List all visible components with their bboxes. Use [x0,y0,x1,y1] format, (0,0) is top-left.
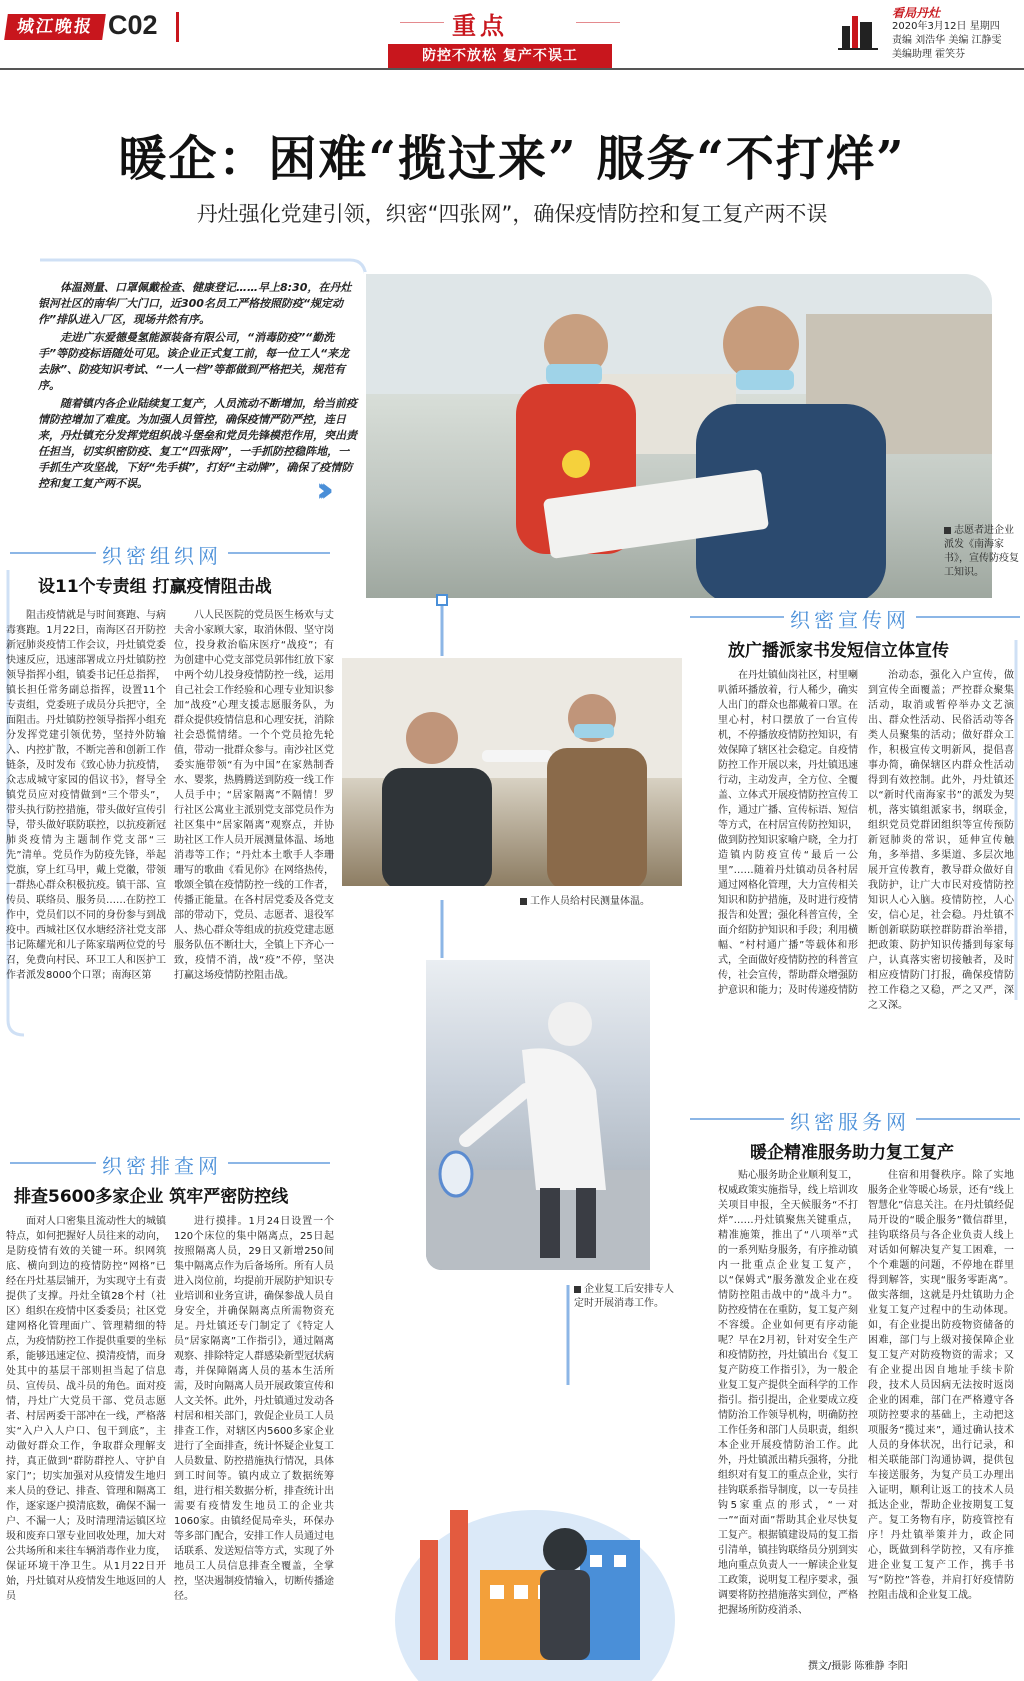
body-text: 阻击疫情就是与时间赛跑、与病毒赛跑。1月22日，南海区召开防控新冠肺炎疫情工作会议，丹灶镇党委快速反应，迅速部署成立丹灶镇防控领导指挥小组，镇委书记任总指挥，镇长担任常务副总指挥，设置11个专责组，党委班子成员分兵把守，全面阻击。丹灶镇防控领导指挥小组充分发挥党建引领优势，坚持外防输入、内控扩散，不断完善和创新工作链条，及时发布《致心协力抗疫情，众志成城守家园的倡议书》，督导全镇党员应对疫情做到“三个带头”，带头执行防控措施，带头做好宣传引导，带头做好联防联控，以抗疫新冠肺炎疫情为主题制作党支部“三先”清单。党员作为防疫先锋，举起党旗，穿上红马甲，戴上党徽，带领一群热心群众积极抗疫。镇干部、宣传员、联络员、服务员……在防控工作中，党员们以不同的身份参与到战疫中。西城社区仅水塘经济社党支部书记陈耀光和儿子陈家瑞两位党的号召，免费向村民、环卫工人和医护工作者派发8000个口罩；南海区第 [6,610,166,981]
building-mark-icon [838,12,878,52]
edition-info [892,6,1022,62]
photo-volunteer-delivering [364,272,994,600]
intro-paragraph: 体温测量、口罩佩戴检查、健康登记……早上8:30，在丹灶银河社区的南华厂大门口，近300名员工严格按照防疫“规定动作”排队进入厂区，现场井然有序。 [38,281,352,326]
body-text: 八人民医院的党员医生杨欢与丈夫舍小家顾大家，取消休假、坚守岗位，投身救治临床医疗“战疫”；有为创建中心党支部党员郭伟红放下家中两个幼儿投身疫情防控一线，运用自己社会工作经验和心理专业知识参加“战疫”心理支援志愿服务队，为群众提供疫情信息和心理安抚，消除社会恐慌情绪。一个个党员抢先轮值，带动一批群众参与。南沙社区党委实施带领“有为中国”在家熟制香水、婴浆，热腾腾送到防疫一线工作人员手中；“居家隔离”不隔情！罗行社区公寓业主派别党支部党员作为社区集中“居家隔离”观察点，并协助社区工作人员开展测量体温、场地消毒等工作；“丹灶本土歌手人李珊珊写的歌曲《看见你》在网络热传，歌颂全镇在疫情防控一线的工作者，传播正能量。在各村居党委及各党支部的带动下，党员、志愿者、退役军人、热心群众等组成的抗疫党建志愿服务队伍不断壮大，全镇上下齐心一致，疫情不消，战“疫”不停，坚决打赢这场疫情防控阻击战。 [174,610,334,981]
photo2-caption-text: 工作人员给村民测量体温。 [530,896,650,907]
photo-temperature-illustration [342,658,684,888]
subheadline: 丹灶强化党建引领，织密“四张网”，确保疫情防控和复工复产两不误 [196,202,828,226]
editors: 责编 刘浩华 美编 江静雯 [892,35,1002,46]
title-rules [400,22,620,23]
byline: 撰文/摄影 陈雅静 李阳 [808,1661,908,1672]
section-subtitle: 放广播派家书发短信立体宣传 [728,641,949,661]
intro-paragraph: 随着镇内各企业陆续复工复产，人员流动不断增加，给当前疫情防控增加了难度。为加强人员管控，确保疫情严防严控，连日来，丹灶镇充分发挥党组织战斗堡垒和党员先锋模范作用，突出责任担当，切实织密防疫、复工“四张网”，一手抓防控稳阵地，一手抓生产攻坚战，下好“先手棋”，打好“主动牌”，确保了疫情防控和复工复产两不误。 [38,397,357,490]
section-subtitle: 暖企精准服务助力复工复产 [750,1143,954,1163]
section-organize [0,540,370,597]
photo2-caption [520,895,720,909]
section-subtitle: 排查5600多家企业 筑牢严密防控线 [14,1187,289,1207]
body-text: 进行摸排。1月24日设置一个120个床位的集中隔离点，25日起按照隔离人员，29日又新增250间集中隔离点作为后备场所。所有人员进入岗位前，均提前开展防护知识专业培训和业务宣讲，确保参战人员自身安全，并确保隔离点所需物资充足。丹灶镇还专门制定了《特定人员“居家隔离”工作指引》，通过隔离观察、排除特定人群感染新型冠状病毒，并保障隔离人员的基本生活所需，及时向隔离人员开展政策宣传和人文关怀。此外，丹灶镇通过发动各村居和相关部门，敦促企业员工人员排查工作，对辖区内5600多家企业进行了全面排查，统计怀疑企业复工人员数量、防控措施执行情况，具体到工时间等。镇内成立了数据统筹组，进行相关数据分析，排查统计出需要有疫情发生地员工的企业共1060家。由镇经促局牵头，环保办等多部门配合，安排工作人员通过电话联系、发送短信等方式，实现了外地员工人员信息排查全覆盖，全掌控，坚决遏制疫情输入，切断传播途径。 [174,1216,334,1602]
body-text: 治动态，强化入户宣传，做到宣传全面覆盖；严控群众聚集活动，取消或暂停举办文艺演出、群众性活动、民俗活动等各类人员聚集的活动；做好群众工作，积极宣传文明新风，提倡喜事办简，确保辖区内群众性活动得到有效控制。此外，丹灶镇还以“新时代南海家书”的派发为契机，落实镇组派家书，纲联金，组织党员党群团组织等宣传预防新冠肺炎的常识，延伸宣传触角，多举措、多渠道、多层次地展开宣传教育，教导群众做好自我防护，让广大市民对疫情防控知识人心入脑。疫情防控，人心安，信心足，社会稳。丹灶镇不断创新联防联控群防群治举措，把政策、防护知识传播到每家每户，认真落实密切接触者，及时相应疫情防门打报，确保疫情防控工作稳之又稳，严之又严，深之又深。 [868,670,1014,1011]
body-text: 住宿和用餐秩序。除了实地服务企业等暖心场景，还有“线上智慧化”信息关注。在丹灶镇经促局开设的“暖企服务”微信群里，挂钩联络员与各企业负责人线上对话如何解决复产复工困难，一个个难题的问题，不停地在群里得到解答，实现“服务零距离”。做实落细，这就是丹灶镇助力企业复工复产过程中的生动体现。如，有企业提出防疫物资储备的困难，部门与上级对接保障企业复工复产对防疫物资的需求；又有企业提出因自地址手续卡阶段，技术人员因病无法按时返岗企业的困难，部门在严格遵守各项防控要求的基础上，主动把这项服务“揽过来”，通过确认技术人员的身体状况，出行记录，和相关联能部门沟通协调，提供包车接送服务，为复产员工办理出入证明，顺利让返工的技术人员抵达企业，帮助企业按期复工复产。复工务物有序，防疫管控有序！丹灶镇举策并力，政企同心，既做到科学防控，又有序推进企业复工复产工作，携手书写“防控”答卷，并肩打好疫情防控阻击战和企业复工战。 [868,1170,1014,1601]
caption-square-icon [944,527,951,534]
photo-disinfection-illustration [426,960,652,1272]
photo1-caption-text: 志愿者进企业派发《南海家书》，宣传防疫复工知识。 [944,525,1019,578]
photo1-caption [944,524,1020,580]
photo-volunteer-illustration [366,274,994,600]
service-column-2 [868,1168,1014,1650]
organize-column-2 [174,608,334,1078]
section-header [0,1150,370,1176]
newspaper-logo: 城江晚报 [4,14,106,40]
photo-disinfection [424,958,652,1272]
intro-paragraph: 走进广东爱德曼氢能源装备有限公司，“消毒防疫”“勤洗手”等防疫标语随处可见。该企业正式复工前，每一位工人“来龙去脉”、防疫知识考试、“一人一档”等都做到严格把关，规范有序。 [38,331,350,392]
caption-square-icon [520,898,527,905]
divider [176,12,179,42]
service-column-1 [718,1168,858,1650]
section-title: 织密宣传网 [784,604,916,633]
organize-column-1 [6,608,166,1078]
section-propaganda [690,604,1020,661]
photo3-caption-text: 企业复工后安排专人定时开展消毒工作。 [574,1284,674,1309]
section-subtitle: 防控不放松 复产不误工 [388,44,612,68]
body-text: 面对人口密集且流动性大的城镇特点，如何把握好人员往来的动向，是防疫情有效的关键一环。织网筑底、横向到边的疫情防控“网格”已经在丹灶基层铺开，为实现守土有责提供了支撑。丹灶全镇28个村（社区）组织在疫情中区委委员；社区党建网格化管理面广、管理精细的特点，为疫情防控工作提供重要的坐标系，能够迅速定位、摸清疫情，而身处其中的基层干部则担当起了信息员、宣传员、战斗员的角色。面对疫情，丹灶广大党员干部、党员志愿者、村居两委干部冲在一线，严格落实“入户入人户口、包干到底”，主动做好群众工作，争取群众理解支持，真正做到“群防群控人、守护自家门”；切实加强对从疫情发生地归来人员的登记、排查、管理和隔离工作，逐家逐户摸清底数，确保不漏一户、不漏一人；及时清理清运镇区垃圾和废弃口罩专业回收处理，加大对公共场所和来往车辆消毒作业力度，保证环境干净卫生。从1月22日开始，丹灶镇对从疫情发生地返回的人员 [6,1216,166,1602]
section-screening [0,1150,370,1207]
chevron-right-icon: ››› [316,470,323,510]
screening-column-2 [174,1214,334,1674]
body-text: 贴心服务助企业顺利复工，权威政策实施指导，线上培训攻关项目申报，全天候服务“不打烊”……丹灶镇聚焦关键重点，精准施策，推出了“八项举”式的一系列贴身服务，有序推动镇内一批重点企业复工复产，以“保姆式”服务激发企业在疫情防控阻击战中的“战斗力”。防控疫情在在重防，复工复产刻不容缓。企业如何更有序动能呢？早在2月初，针对安全生产和疫情防控，丹灶镇出台《复工复产防疫工作指引》，为一般企业复工复产提供全面科学的工作指引。指引提出，企业要成立疫情防治工作领导机构，明确防控工作任务和部门人员职责，组织本企业开展疫情防治工作。此外，丹灶镇派出精兵强将，分批组织对有复工的重点企业，实行挂钩联系指导制度，以一专员挂钩5家重点的形式，“一对一”“面对面”帮助其企业尽快复工复产。根据镇建设局的复工指引清单，镇挂钩联络员分别到实地向重点负责人一一解读企业复工政策，说明复工程序要求，强调要将防控措施落实到位，严格把握场所防疫消杀、 [718,1170,858,1616]
screening-column-1 [6,1214,166,1674]
caption-square-icon [574,1286,581,1293]
propaganda-column-1 [718,668,858,1058]
section-title: 重点 [452,12,508,40]
connector-dot [436,594,448,606]
section-header [0,540,370,566]
brand-name: 看局丹灶 [892,6,941,20]
assistant-editor: 美编助理 霍笑芬 [892,49,966,60]
section-header [690,1106,1020,1132]
section-header [690,604,1020,630]
photo-temperature-check [340,656,684,888]
section-title: 织密服务网 [784,1106,916,1135]
masthead [0,0,1024,70]
intro-text [38,280,358,494]
propaganda-column-2 [868,668,1014,1058]
photo3-caption [574,1283,674,1311]
section-title: 织密组织网 [96,540,228,569]
headline: 暖企：困难“揽过来” 服务“不打烊” [118,131,906,187]
issue-date: 2020年3月12日 星期四 [892,21,1000,32]
factory-illustration [390,1420,680,1681]
page-number: C02 [108,10,158,40]
section-title: 织密排查网 [96,1150,228,1179]
section-service [690,1106,1020,1163]
section-subtitle: 设11个专责组 打赢疫情阻击战 [38,577,272,597]
body-text: 在丹灶镇仙岗社区，村里喇叭循环播放着，行人稀少，确实人出门的群众也都戴着口罩。在里心村，村口摆放了一台宣传机，不停播放疫情防控知识，有效保障了辖区社会稳定。自疫情防控工作开展以来，丹灶镇迅速行动，主动发声，全方位、全覆盖、立体式开展疫情防控宣传工作，通过广播、宣传标语、短信等方式，在村居宣传防控知识，做到防控知识家喻户晓，全力打造镇内防疫宣传“最后一公里”……随着丹灶镇动员各村居通过网格化管理，大力宣传相关知识和防护措施，及时进行疫情报告和处置；强化科普宣传，全面介绍防护知识和手段；利用横幅、“村村通广播”等载体和形式，全面做好疫情防控的科普宣传，社会宣传，帮助群众增强防护意识和能力；及时传递疫情防 [718,670,858,996]
